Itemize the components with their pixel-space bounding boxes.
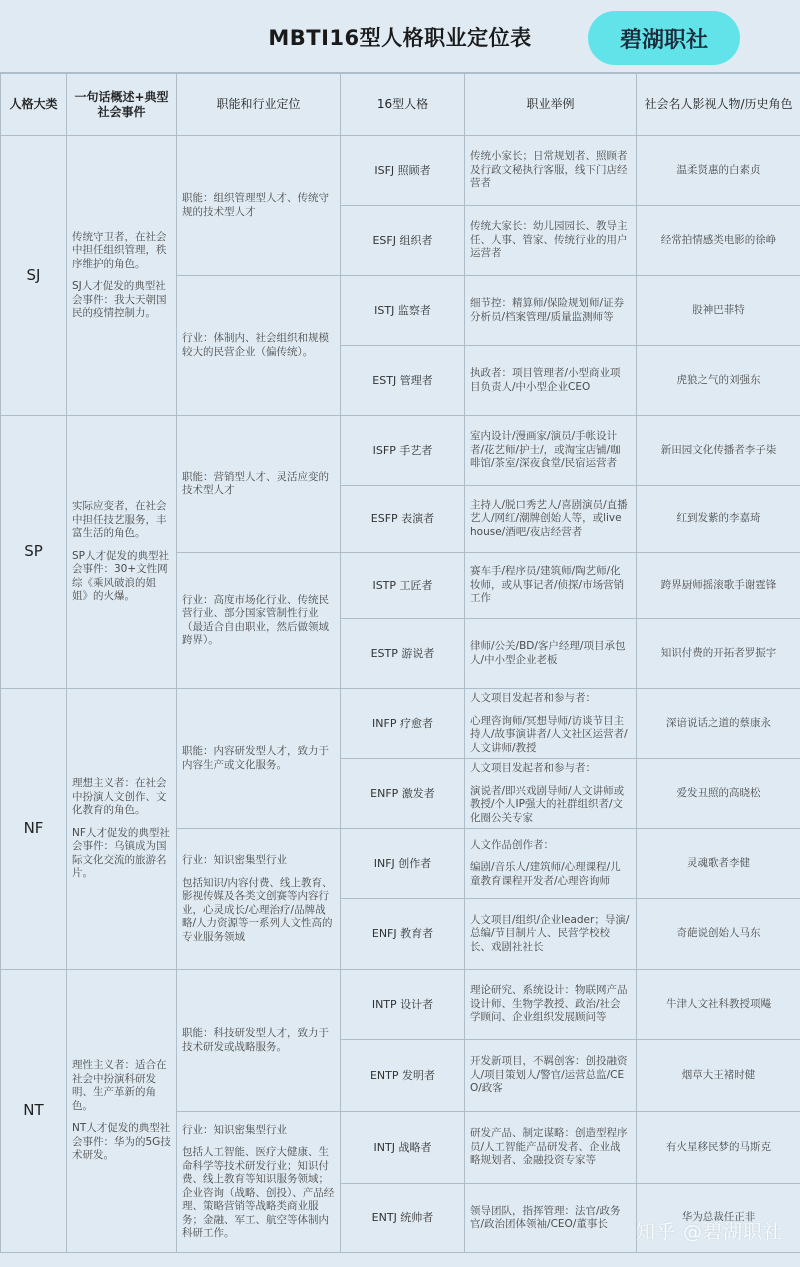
event-text: NT人才促发的典型社会事件：华为的5G技术研发。 <box>72 1122 171 1162</box>
spacer <box>182 1137 335 1146</box>
brand-badge: 碧湖职社 <box>588 11 740 65</box>
jobs-text: 主持人/脱口秀艺人/喜剧演员/直播艺人/网红/潮牌创始人等，或live house/酒吧/夜店经营者 <box>470 498 628 538</box>
summary-text: 理性主义者：适合在社会中扮演科研发明、生产革新的角色。 <box>72 1059 167 1112</box>
summary-cell <box>67 136 177 416</box>
summary-text: 传统守卫者，在社会中担任组织管理，秩序维护的角色。 <box>72 230 167 270</box>
type-cell: INTP 设计者 <box>341 970 465 1040</box>
jobs-text: 演说者/即兴戏剧导师/人文讲师或教授/个人IP强大的社群组织者/文化圈公关专家 <box>470 784 625 824</box>
summary-text: 实际应变者，在社会中担任技艺服务，丰富生活的角色。 <box>72 500 167 540</box>
jobs-cell <box>465 1040 637 1112</box>
industry-cell <box>177 553 341 689</box>
event-text: SP人才促发的典型社会事件：30+文性网综《乘风破浪的姐姐》的火爆。 <box>72 549 169 603</box>
header-row <box>1 74 800 136</box>
mbti-table <box>0 73 800 1253</box>
type-cell: ESFP 表演者 <box>341 486 465 553</box>
famous-cell: 温柔贤惠的白素贞 <box>637 136 800 206</box>
jobs-head-text: 人文项目发起者和参与者： <box>470 762 596 774</box>
industry-cell <box>177 1112 341 1253</box>
spacer <box>470 776 631 785</box>
jobs-cell <box>465 759 637 829</box>
jobs-cell <box>465 276 637 346</box>
col-header-function: 职能和行业定位 <box>177 74 341 136</box>
jobs-text: 心理咨询师/冥想导师/访谈节目主持人/故事演讲者/人文社区运营者/人文讲师/教授 <box>470 714 628 754</box>
col-header-category: 人格大类 <box>1 74 67 136</box>
jobs-text: 律师/公关/BD/客户经理/项目承包人/中小型企业老板 <box>470 640 626 666</box>
jobs-head-text: 人文作品创作者： <box>470 838 554 851</box>
jobs-cell <box>465 619 637 689</box>
industry-text: 行业：知识密集型行业 <box>182 854 287 866</box>
jobs-text: 领导团队，指挥管理：法官/政务官/政治团体领袖/CEO/董事长 <box>470 1204 621 1230</box>
spacer <box>182 868 335 877</box>
jobs-text: 赛车手/程序员/建筑师/陶艺师/化妆师，或从事记者/侦探/市场营销工作 <box>470 565 625 605</box>
famous-cell: 有火星移民梦的马斯克 <box>637 1112 800 1184</box>
type-cell: ENFP 激发者 <box>341 759 465 829</box>
function-cell <box>177 136 341 276</box>
industry-detail-text: 包括知识/内容付费、线上教育、影视传媒及各类文创赛等内容行业，心灵成长/心理治疗/品牌战略/人力资源等一系列人文性高的专业服务领域 <box>182 876 333 943</box>
jobs-text: 传统大家长：幼儿园园长、教导主任、人事、管家、传统行业的用户运营者 <box>470 220 628 260</box>
industry-text: 行业：体制内、社会组织和规模较大的民营企业（偏传统）。 <box>182 332 329 358</box>
function-text: 职能：营销型人才、灵活应变的技术型人才 <box>182 470 329 496</box>
type-cell: ISFP 手艺者 <box>341 416 465 486</box>
industry-cell <box>177 829 341 970</box>
jobs-text: 室内设计/漫画家/演员/手帐设计者/花艺师/护士/，或淘宝店铺/咖啡馆/茶室/深夜食堂/民宿运营者 <box>470 430 621 470</box>
famous-cell: 烟草大王褚时健 <box>637 1040 800 1112</box>
type-cell: ISFJ 照顾者 <box>341 136 465 206</box>
jobs-text: 编剧/音乐人/建筑师/心理课程/儿童教育课程开发者/心理咨询师 <box>470 861 621 887</box>
type-cell: ENFJ 教育者 <box>341 899 465 970</box>
event-text: SJ人才促发的典型社会事件：我大天朝国民的疫情控制力。 <box>72 280 167 319</box>
jobs-head-text: 人文项目发起者和参与者： <box>470 692 596 704</box>
category-cell: SJ <box>1 136 67 416</box>
spacer <box>72 818 171 827</box>
function-cell <box>177 416 341 553</box>
famous-cell: 虎狼之气的刘强东 <box>637 346 800 416</box>
jobs-cell <box>465 970 637 1040</box>
type-cell: INTJ 战略者 <box>341 1112 465 1184</box>
famous-cell: 深谙说话之道的蔡康永 <box>637 689 800 759</box>
function-text: 职能：组织管理型人才、传统守规的技术型人才 <box>182 192 329 218</box>
type-cell: ENTJ 统帅者 <box>341 1184 465 1253</box>
type-cell: ESFJ 组织者 <box>341 206 465 276</box>
famous-cell: 红到发紫的李嘉琦 <box>637 486 800 553</box>
jobs-cell <box>465 1184 637 1253</box>
type-cell: ISTJ 监察者 <box>341 276 465 346</box>
jobs-cell <box>465 416 637 486</box>
jobs-text: 开发新项目，不羁创客：创投融资人/项目策划人/警官/运营总监/CEO/政客 <box>470 1055 628 1095</box>
spacer <box>72 1113 171 1122</box>
jobs-cell <box>465 899 637 970</box>
industry-text: 行业：知识密集型行业 <box>182 1123 287 1136</box>
col-header-summary: 一句话概述+典型社会事件 <box>67 74 177 136</box>
event-text: NF人才促发的典型社会事件：乌镇成为国际文化交流的旅游名片。 <box>72 826 170 880</box>
table-row <box>1 689 800 759</box>
famous-cell: 知识付费的开拓者罗振宇 <box>637 619 800 689</box>
spacer <box>470 706 631 715</box>
type-cell: ENTP 发明者 <box>341 1040 465 1112</box>
summary-cell <box>67 970 177 1253</box>
famous-cell: 华为总裁任正非 <box>637 1184 800 1253</box>
jobs-text: 理论研究、系统设计：物联网产品设计师、生物学教授、政治/社会学顾问、企业组织发展顾问等 <box>470 984 628 1024</box>
industry-detail-text: 包括人工智能、医疗大健康、生命科学等技术研发行业；知识付费、线上教育等知识服务领域；企业咨询（战略、创投）、产品经理、策略营销等战略类商业服务；金融、军工、航空等体制内科研工作。 <box>182 1146 335 1239</box>
famous-cell: 牛津人文社科教授项飚 <box>637 970 800 1040</box>
table-row <box>1 970 800 1040</box>
jobs-cell <box>465 486 637 553</box>
header <box>0 0 800 73</box>
famous-cell: 爱发丑照的高晓松 <box>637 759 800 829</box>
type-cell: INFJ 创作者 <box>341 829 465 899</box>
famous-cell: 经常拍情感类电影的徐峥 <box>637 206 800 276</box>
category-cell: NT <box>1 970 67 1253</box>
famous-cell: 股神巴菲特 <box>637 276 800 346</box>
type-cell: INFP 疗愈者 <box>341 689 465 759</box>
col-header-type: 16型人格 <box>341 74 465 136</box>
table-row <box>1 136 800 206</box>
category-cell: NF <box>1 689 67 970</box>
col-header-famous: 社会名人影视人物/历史角色 <box>637 74 800 136</box>
function-text: 职能：内容研发型人才，致力于内容生产或文化服务。 <box>182 745 329 771</box>
jobs-text: 人文项目/组织/企业leader；导演/总编/节目制片人、民营学校校长、戏剧社社长 <box>470 913 630 953</box>
jobs-cell <box>465 829 637 899</box>
category-cell: SP <box>1 416 67 689</box>
jobs-text: 细节控：精算师/保险规划师/证券分析员/档案管理/质量监测师等 <box>470 297 625 323</box>
type-cell: ESTJ 管理者 <box>341 346 465 416</box>
function-text: 职能：科技研发型人才，致力于技术研发或战略服务。 <box>182 1027 329 1053</box>
jobs-cell <box>465 136 637 206</box>
industry-text: 行业：高度市场化行业、传统民营行业、部分国家管制性行业（最适合自由职业，然后做领域跨界）。 <box>182 593 329 646</box>
function-cell <box>177 689 341 829</box>
jobs-text: 研发产品、制定谋略：创造型程序员/人工智能产品研发者、企业战略规划者、金融投资专家等 <box>470 1127 628 1167</box>
table-container <box>0 73 800 1253</box>
jobs-cell <box>465 346 637 416</box>
jobs-cell <box>465 206 637 276</box>
spacer <box>72 271 171 280</box>
famous-cell: 新田园文化传播者李子柒 <box>637 416 800 486</box>
page-title: MBTI16型人格职业定位表 <box>268 26 532 50</box>
type-cell: ISTP 工匠者 <box>341 553 465 619</box>
summary-cell <box>67 689 177 970</box>
col-header-jobs: 职业举例 <box>465 74 637 136</box>
spacer <box>72 541 171 550</box>
famous-cell: 跨界厨师摇滚歌手谢霆锋 <box>637 553 800 619</box>
watermark: 知乎 @碧湖职社 <box>636 1221 784 1243</box>
type-cell: ESTP 游说者 <box>341 619 465 689</box>
jobs-text: 传统小家长；日常规划者、照顾者及行政文秘执行客服，线下门店经营者 <box>470 150 628 190</box>
table-row <box>1 416 800 486</box>
summary-cell <box>67 416 177 689</box>
jobs-text: 执政者：项目管理者/小型商业项目负责人/中小型企业CEO <box>470 367 621 393</box>
famous-cell: 奇葩说创始人马东 <box>637 899 800 970</box>
famous-cell: 灵魂歌者李健 <box>637 829 800 899</box>
spacer <box>470 852 631 861</box>
jobs-cell <box>465 689 637 759</box>
jobs-cell <box>465 1112 637 1184</box>
function-cell <box>177 970 341 1112</box>
summary-text: 理想主义者：在社会中扮演人文创作、文化教育的角色。 <box>72 777 167 817</box>
jobs-cell <box>465 553 637 619</box>
industry-cell <box>177 276 341 416</box>
